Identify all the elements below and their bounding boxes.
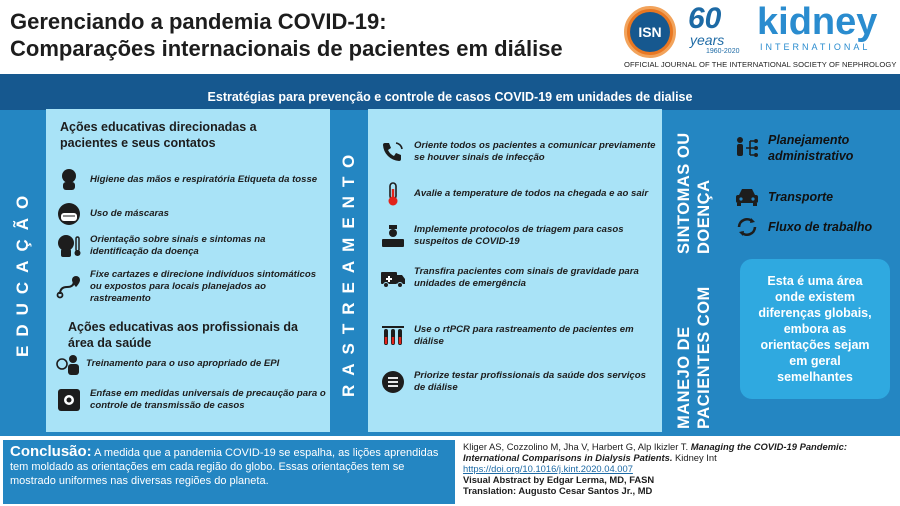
doi-link[interactable]: https://doi.org/10.1016/j.kint.2020.04.007 <box>463 463 633 474</box>
list-item <box>378 221 656 251</box>
logo-dates: 1960-2020 <box>706 48 740 55</box>
list-item <box>54 199 324 229</box>
list-item-text: Planejamento administrativo <box>768 133 854 163</box>
list-item <box>378 321 656 351</box>
management-label <box>666 114 722 429</box>
admin-planning-icon <box>732 133 762 163</box>
triage-nurse-icon <box>378 221 408 251</box>
banner <box>0 74 900 110</box>
citation-journal: Kidney Int <box>672 452 717 463</box>
list-item <box>732 212 897 242</box>
list-item <box>378 137 656 167</box>
conclusion-title: Conclusão: <box>10 443 92 460</box>
kidney-logo-international: INTERNATIONAL <box>760 42 871 52</box>
list-item-text: Oriente todos os pacientes a comunicar previamente se houver sinais de infecção <box>414 140 656 163</box>
professionals-heading: Ações educativas aos profissionais da área da saúde <box>68 320 298 350</box>
title-line-1: Gerenciando a pandemia COVID-19: <box>10 9 387 34</box>
translation-credit: Translation: Augusto Cesar Santos Jr., MD <box>463 485 653 496</box>
fever-symptom-icon <box>54 231 84 261</box>
banner-text: Estratégias para prevenção e controle de casos COVID-19 em unidades de dialise <box>207 90 693 104</box>
workflow-cycle-icon <box>732 212 762 242</box>
isn-logo <box>624 6 676 58</box>
differences-note <box>740 259 890 399</box>
ambulance-icon <box>378 263 408 293</box>
page-title <box>10 8 563 62</box>
list-item-text: Enfase em medidas universais de precaução para o controle de transmissão de casos <box>90 388 326 411</box>
priority-checklist-icon <box>378 367 408 397</box>
list-item-text: Uso de máscaras <box>90 208 169 219</box>
conclusion-text: A medida que a pandemia COVID-19 se espalha, as lições aprendidas tem moldado as orientações em cada região do globo. Essas orientações tem se mostrado uniformes nas diversas regiões do planeta. <box>10 447 439 487</box>
education-label <box>4 114 42 429</box>
phone-call-icon <box>378 137 408 167</box>
abstract-credit: Visual Abstract by Edgar Lerma, MD, FASN <box>463 474 655 485</box>
virus-shield-icon <box>54 385 84 415</box>
education-label-text: EDUCAÇÃO <box>13 186 32 357</box>
reference-block <box>463 441 895 496</box>
patients-heading: Ações educativas direcionadas a pacientes e seus contatos <box>60 120 257 150</box>
list-item-text: Transfira pacientes com sinais de gravidade para unidades de emergência <box>414 266 639 289</box>
list-item <box>54 269 324 305</box>
header <box>0 0 900 70</box>
management-label-line-2: SINTOMAS OU DOENÇA <box>675 132 713 255</box>
citation <box>463 441 895 463</box>
list-item-text: Fixe cartazes e direcione indivíduos sintomáticos ou expostos para locais planejados ao rastreamento <box>90 269 317 304</box>
list-item <box>732 182 897 212</box>
education-panel <box>46 109 330 432</box>
list-item-text: Use o rtPCR para rastreamento de pacientes em diálise <box>414 324 634 347</box>
list-item-text: Orientação sobre sinais e sintomas na identificação da doença <box>90 234 266 257</box>
test-tubes-icon <box>378 321 408 351</box>
list-item <box>54 165 324 195</box>
ppe-worker-icon <box>54 349 84 379</box>
list-item-text: Treinamento para o uso apropriado de EPI <box>86 358 280 369</box>
journal-line: OFFICIAL JOURNAL OF THE INTERNATIONAL SOCIETY OF NEPHROLOGY <box>624 60 897 69</box>
list-item-text: Higiene das mãos e respiratória Etiqueta da tosse <box>90 174 318 185</box>
list-item <box>378 179 656 209</box>
citation-authors: Kliger AS, Cozzolino M, Jha V, Harbert G, Alp Ikizler T. <box>463 441 691 452</box>
logo-60: 60 <box>688 2 722 35</box>
list-item <box>54 349 330 379</box>
list-item <box>54 231 324 261</box>
list-item <box>54 385 330 415</box>
conclusion-box <box>3 440 455 504</box>
management-label-line-1: MANEJO DE PACIENTES COM <box>675 286 713 429</box>
tracking-label-text: RASTREAMENTO <box>339 145 358 398</box>
footer <box>0 438 900 506</box>
route-pin-icon <box>54 272 84 302</box>
list-item <box>378 263 656 293</box>
main-area <box>0 74 900 436</box>
tracking-panel <box>368 109 662 432</box>
list-item <box>732 132 897 164</box>
face-mask-icon <box>54 199 84 229</box>
tracking-label <box>330 114 368 429</box>
kidney-logo: kidney <box>757 1 878 43</box>
hand-washing-icon <box>54 165 84 195</box>
title-line-2: Comparações internacionais de pacientes em diálise <box>10 36 563 61</box>
citation-article: Managing the COVID-19 Pandemic: International Comparisons in Dialysis Patients. <box>463 441 847 463</box>
list-item-text: Priorize testar profissionais da saúde dos serviços de diálise <box>414 370 646 393</box>
list-item-text: Transporte <box>768 190 834 204</box>
car-icon <box>732 182 762 212</box>
differences-note-text: Esta é uma área onde existem diferenças globais, embora as orientações sejam em geral semelhantes <box>758 274 872 384</box>
isn-logo-text: ISN <box>630 12 670 52</box>
thermometer-icon <box>378 179 408 209</box>
list-item <box>378 367 656 397</box>
list-item-text: Avalie a temperature de todos na chegada e ao sair <box>414 188 649 199</box>
logo-years: years <box>690 32 725 48</box>
list-item-text: Fluxo de trabalho <box>768 220 873 234</box>
list-item-text: Implemente protocolos de triagem para casos suspeitos de COVID-19 <box>414 224 624 247</box>
